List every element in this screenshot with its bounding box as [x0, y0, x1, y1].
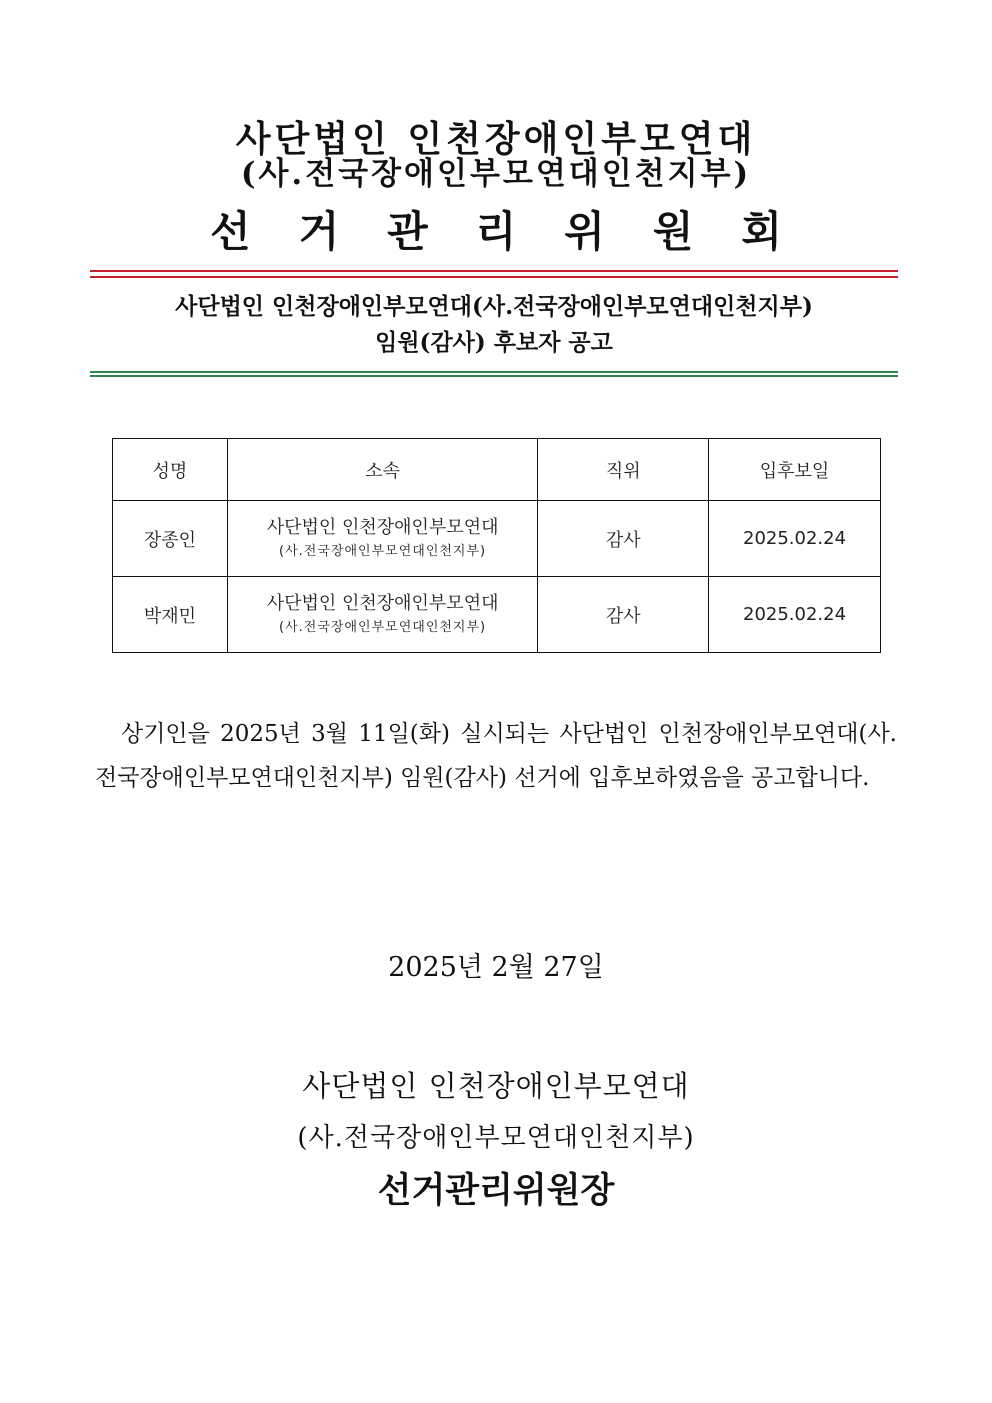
announcement-date: 2025년 2월 27일	[388, 952, 604, 983]
bottom-divider-rule	[90, 371, 898, 377]
committee-char: 원	[652, 207, 694, 256]
notice-title	[90, 289, 898, 361]
column-header-affiliation: 소속	[227, 439, 538, 501]
signature-title: 선거관리위원장	[377, 1170, 615, 1211]
column-header-name: 성명	[113, 439, 228, 501]
top-divider-rule	[90, 270, 898, 278]
committee-char: 리	[475, 207, 517, 256]
signature-organization-sub: (사.전국장애인부모연대인천지부)	[297, 1123, 695, 1153]
announcement-body	[95, 712, 897, 800]
candidate-table	[112, 438, 881, 653]
committee-char: 회	[741, 207, 782, 256]
committee-char: 위	[564, 207, 605, 256]
announcement-paragraph: 상기인을 2025년 3월 11일(화) 실시되는 사단법인 인천장애인부모연대(사.전국장애인부모연대인천지부) 임원(감사) 선거에 입후보하였음을 공고합니다.	[95, 721, 897, 791]
affiliation-sub: (사.전국장애인부모연대인천지부)	[279, 619, 487, 635]
candidate-affiliation	[227, 577, 538, 653]
notice-title-line-1: 사단법인 인천장애인부모연대(사.전국장애인부모연대인천지부)	[175, 293, 813, 320]
affiliation-sub: (사.전국장애인부모연대인천지부)	[279, 543, 487, 559]
table-row	[113, 577, 881, 653]
signature-organization: 사단법인 인천장애인부모연대	[302, 1069, 690, 1103]
committee-char: 선	[210, 207, 251, 256]
column-header-date: 입후보일	[709, 439, 881, 501]
committee-name	[210, 203, 782, 255]
candidate-position: 감사	[538, 501, 709, 577]
candidate-date: 2025.02.24	[709, 501, 881, 577]
organization-title: 사단법인 인천장애인부모연대	[235, 118, 757, 160]
committee-char: 거	[298, 207, 340, 256]
candidate-affiliation	[227, 501, 538, 577]
candidate-date: 2025.02.24	[709, 577, 881, 653]
table-header-row	[113, 439, 881, 501]
committee-char: 관	[387, 207, 428, 256]
candidate-name: 장종인	[113, 501, 228, 577]
table-row	[113, 501, 881, 577]
affiliation-main: 사단법인 인천장애인부모연대	[266, 592, 499, 614]
affiliation-main: 사단법인 인천장애인부모연대	[266, 516, 499, 538]
organization-subtitle: (사.전국장애인부모연대인천지부)	[240, 156, 752, 192]
candidate-position: 감사	[538, 577, 709, 653]
notice-title-line-2: 임원(감사) 후보자 공고	[375, 329, 613, 356]
column-header-position: 직위	[538, 439, 709, 501]
candidate-name: 박재민	[113, 577, 228, 653]
